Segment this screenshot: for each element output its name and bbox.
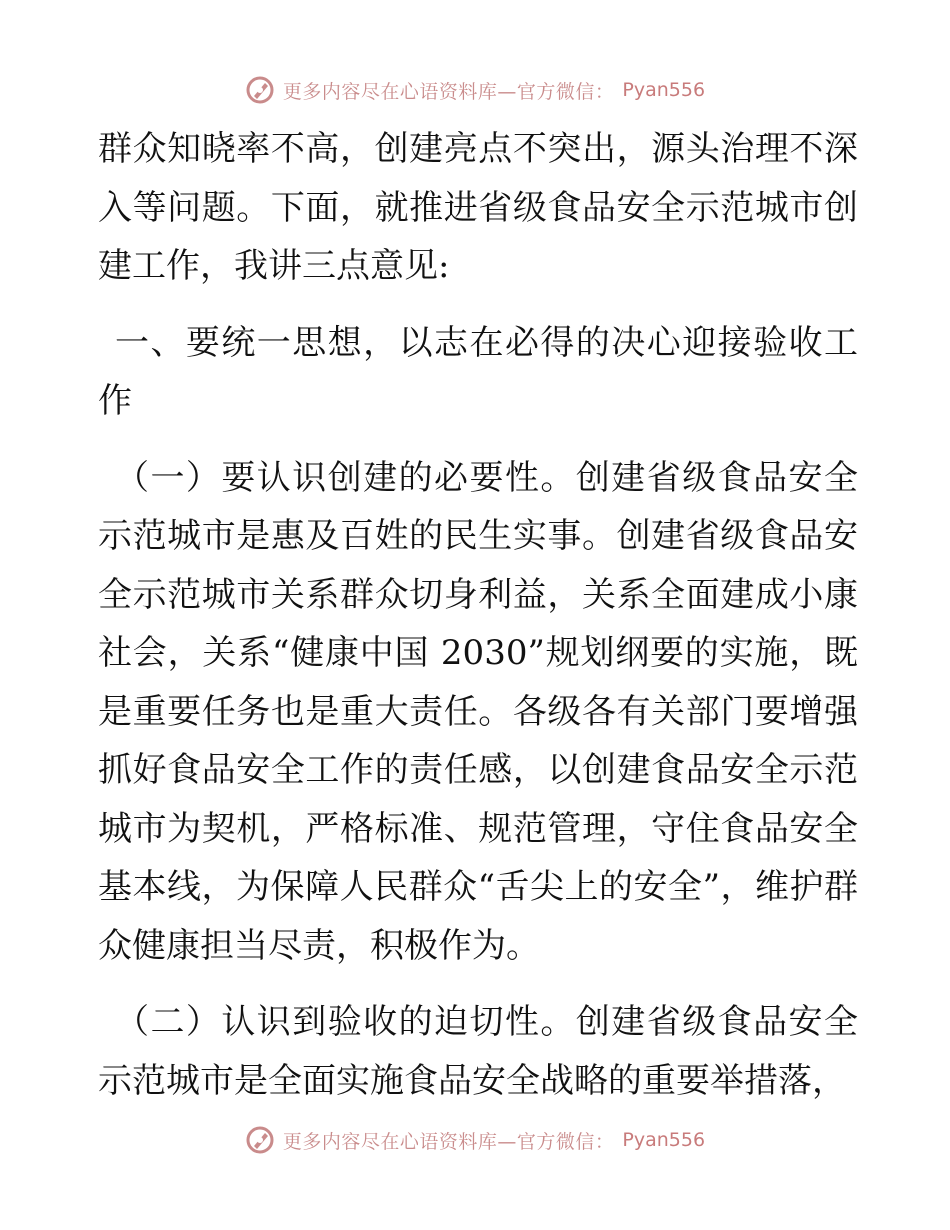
watermark-id: Pyan556: [622, 79, 706, 101]
paragraph-intro: 群众知晓率不高，创建亮点不突出，源头治理不深入等问题。下面，就推进省级食品安全示范城市创建工作，我讲三点意见:: [98, 129, 858, 286]
document-body: [98, 120, 858, 1110]
footer-watermark: [0, 1120, 950, 1160]
paragraph-point-1: （一）要认识创建的必要性。创建省级食品安全示范城市是惠及百姓的民生实事。创建省级食品安全示范城市关系群众切身利益，关系全面建成小康社会，关系“健康中国 2030”规划纲要的实施，既是重要任务也是重大责任。各级各有关部门要增强抓好食品安全工作的责任感，以创建食品安全示范城市为契机，严格标准、规范管理，守住食品安全基本线，为保障人民群众“舌尖上的安全”，维护群众健康担当尽责，积极作为。: [98, 457, 858, 966]
pen-logo-icon: [245, 75, 275, 105]
watermark-text: 更多内容尽在心语资料库—官方微信：: [282, 80, 615, 103]
section-heading-1: 一、要统一思想，以志在必得的决心迎接验收工作: [98, 322, 858, 421]
watermark-id: Pyan556: [622, 1129, 706, 1151]
watermark-text: 更多内容尽在心语资料库—官方微信：: [282, 1130, 615, 1153]
paragraph-point-2: （二）认识到验收的迫切性。创建省级食品安全示范城市是全面实施食品安全战略的重要举措落，: [98, 1002, 858, 1101]
pen-logo-icon: [245, 1125, 275, 1155]
header-watermark: [0, 70, 950, 110]
